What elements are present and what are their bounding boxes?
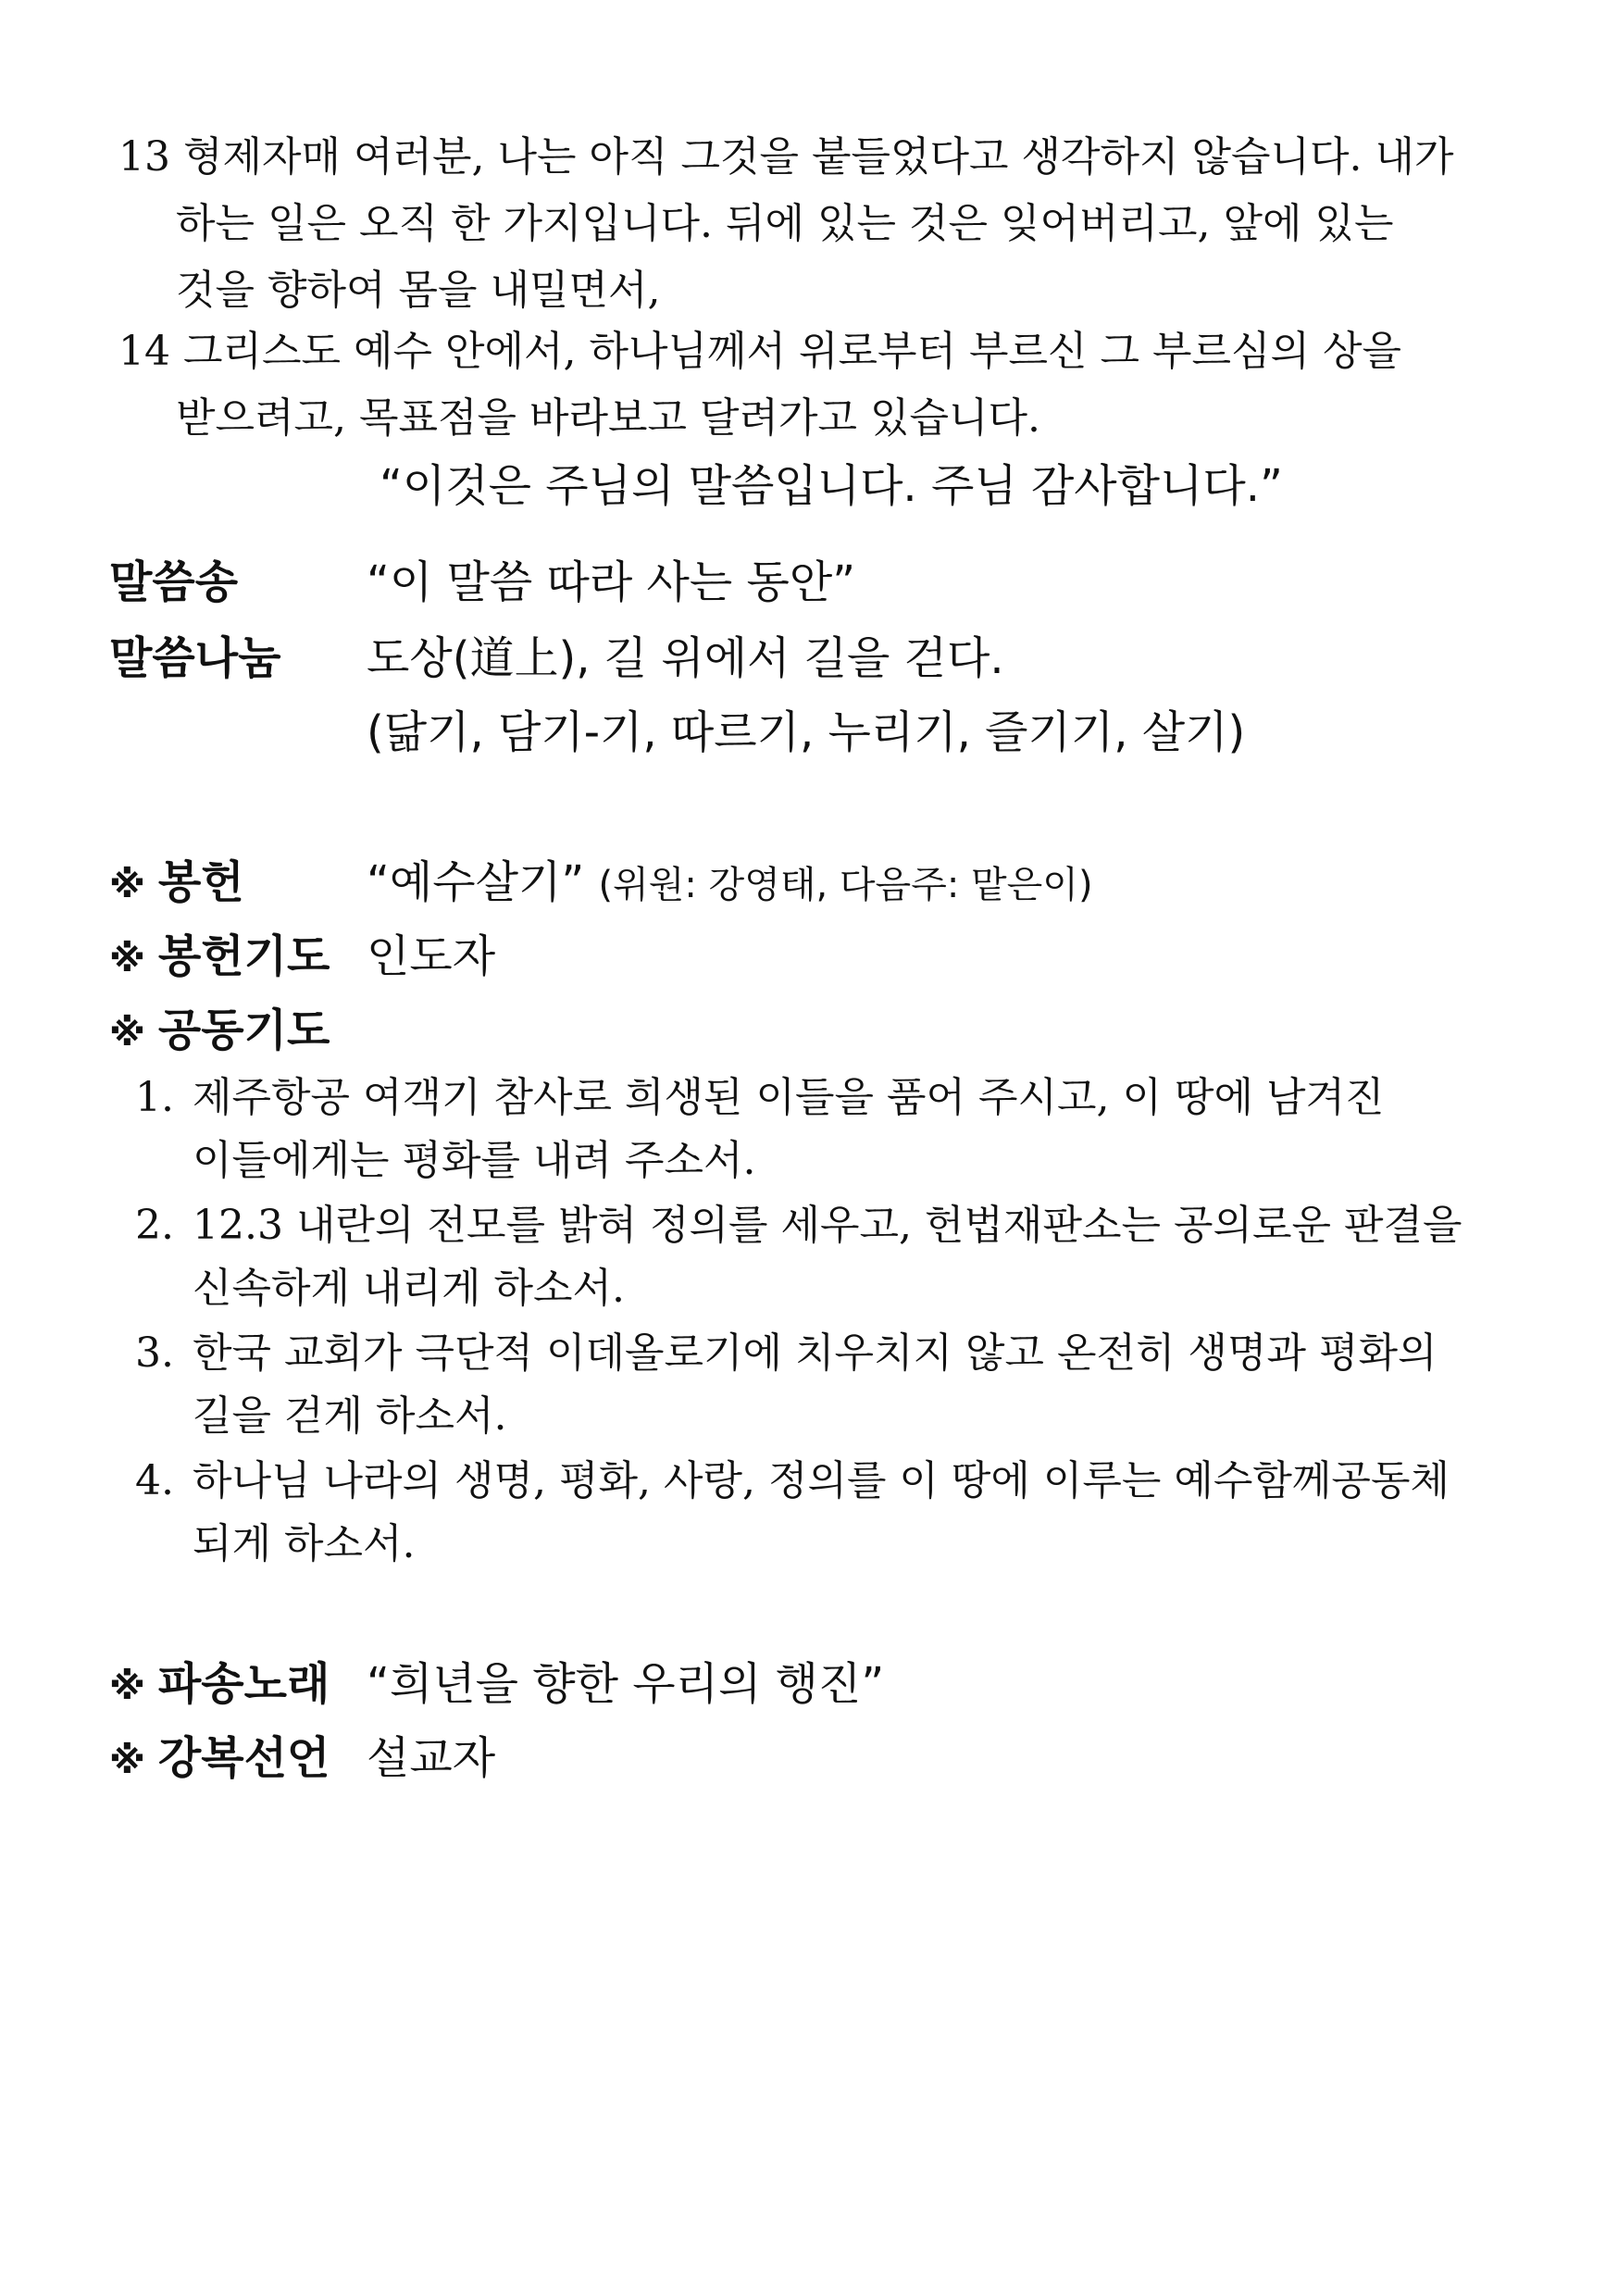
- reference-mark: ※: [109, 1740, 145, 1782]
- closing-response: “이것은 주님의 말씀입니다. 주님 감사합니다.”: [380, 460, 1283, 512]
- prayer-item: [135, 1067, 1498, 1192]
- offering-prayer-leader: 인도자: [367, 930, 496, 982]
- reference-mark: ※: [109, 864, 145, 906]
- word-song-label: 말씀송: [109, 556, 239, 608]
- benediction-leader: 설교자: [367, 1732, 496, 1784]
- offering-title: “예수살기”: [367, 856, 585, 908]
- offering-label: ※ 봉헌: [109, 856, 244, 908]
- verse-line: 형제자매 여러분, 나는 아직 그것을 붙들었다고 생각하지 않습니다. 내가: [183, 133, 1454, 181]
- prayer-item-number: 4.: [135, 1457, 174, 1504]
- offering-note: (위원: 강영태, 다음주: 맡은이): [598, 864, 1093, 906]
- prayer-item-line: 하나님 나라의 생명, 평화, 사랑, 정의를 이 땅에 이루는 예수함께공동체: [193, 1457, 1450, 1504]
- reference-mark: ※: [109, 1012, 145, 1054]
- prayer-item-number: 3.: [135, 1329, 174, 1377]
- offering-prayer-label: ※ 봉헌기도: [109, 930, 330, 982]
- prayer-item-line: 한국 교회가 극단적 이데올로기에 치우치지 않고 온전히 생명과 평화의: [193, 1329, 1438, 1377]
- benediction-label: ※ 강복선언: [109, 1732, 330, 1784]
- verse-line: 받으려고, 목표점을 바라보고 달려가고 있습니다.: [176, 394, 1040, 442]
- prayer-item-number: 2.: [135, 1202, 174, 1249]
- verse-line: 것을 향하여 몸을 내밀면서,: [176, 267, 661, 314]
- prayer-item: [135, 1322, 1498, 1448]
- sending-song-title: “희년을 향한 우리의 행진”: [367, 1658, 885, 1710]
- prayer-item-line: 되게 하소서.: [193, 1520, 416, 1567]
- word-sharing-title: 도상(道上), 길 위에서 길을 걷다.: [367, 632, 1004, 684]
- sending-song-label: ※ 파송노래: [109, 1658, 330, 1710]
- offering-value: [367, 846, 1093, 910]
- prayer-item-line: 제주항공 여객기 참사로 희생된 이들을 품어 주시고, 이 땅에 남겨진: [193, 1074, 1385, 1121]
- reference-mark: ※: [109, 1666, 145, 1708]
- word-song-title: “이 말씀 따라 사는 동안”: [367, 556, 856, 608]
- verse-13: [118, 124, 1498, 324]
- prayer-item-line: 길을 걷게 하소서.: [193, 1392, 507, 1440]
- verse-number: 13: [118, 133, 170, 181]
- common-prayer-label: ※ 공동기도: [109, 1004, 330, 1056]
- prayer-item: [135, 1194, 1498, 1320]
- reference-mark: ※: [109, 938, 145, 980]
- prayer-item-line: 신속하게 내리게 하소서.: [193, 1265, 625, 1312]
- prayer-item-number: 1.: [135, 1074, 174, 1121]
- prayer-item-line: 12.3 내란의 전모를 밝혀 정의를 세우고, 헌법재판소는 공의로운 판결을: [193, 1202, 1462, 1249]
- verse-line: 하는 일은 오직 한 가지입니다. 뒤에 있는 것은 잊어버리고, 앞에 있는: [176, 200, 1394, 247]
- prayer-item-line: 이들에게는 평화를 내려 주소서.: [193, 1137, 756, 1184]
- word-sharing-label: 말씀나눔: [109, 632, 281, 684]
- word-sharing-subtitle: (닮기, 담기-기, 따르기, 누리기, 즐기기, 살기): [367, 706, 1246, 758]
- verse-14: [118, 318, 1498, 452]
- prayer-item: [135, 1450, 1498, 1576]
- verse-number: 14: [118, 328, 170, 375]
- verse-line: 그리스도 예수 안에서, 하나님께서 위로부터 부르신 그 부르심의 상을: [183, 328, 1401, 375]
